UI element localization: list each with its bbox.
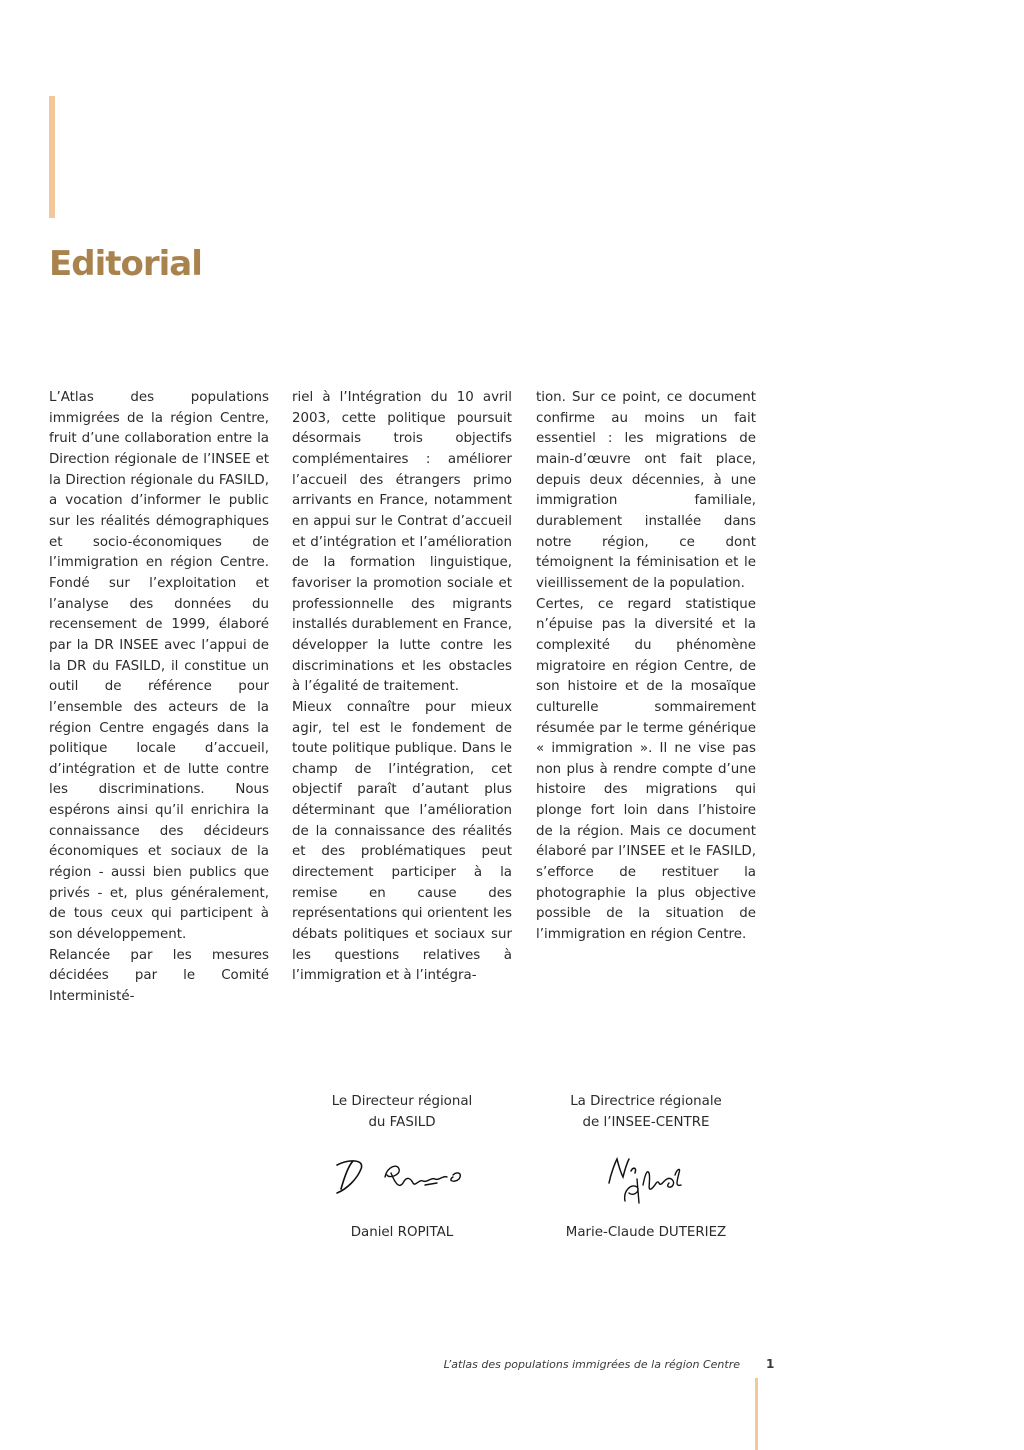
page-number: 1 (766, 1357, 775, 1371)
text-column-1 (49, 388, 269, 1008)
handwritten-signature (571, 1149, 721, 1207)
signatory-role: de l’INSEE-CENTRE (582, 1114, 710, 1130)
accent-bar-bottom (755, 1378, 758, 1450)
paragraph: riel à l’Intégration du 10 avril 2003, cette politique poursuit désormais trois objectifs complémentaires : améliorer l’accueil des étrangers primo arrivants en France, notamment en appui sur le Contrat d’accueil et d’intégration et l’amélioration de la formation linguistique, favoriser la promotion sociale et professionnelle des migrants installés durablement en France, développer la lutte contre les discriminations et les obstacles à l’égalité de traitement. (292, 390, 512, 695)
signature-block-insee (536, 1092, 756, 1244)
page-title: Editorial (49, 244, 202, 284)
paragraph: L’Atlas des populations immigrées de la région Centre, fruit d’une collaboration entre la Direction régionale de l’INSEE et la Direction régionale du FASILD, a vocation d’informer le public sur les réalités démographiques et socio-économiques de l’immigration en région Centre. Fondé sur l’exploitation et l’analyse des données du recensement de 1999, élaboré par la DR INSEE avec l’appui de la DR du FASILD, il constitue un outil de référence pour l’ensemble des acteurs de la région Centre engagés dans la politique locale d’accueil, d’intégration et de lutte contre les discriminations. Nous espérons ainsi qu’il enrichira la connaissance des décideurs économiques et sociaux de la région - aussi bien publics que privés - et, plus généralement, de tous ceux qui participent à son développement. (49, 390, 269, 943)
handwritten-signature (327, 1149, 477, 1207)
paragraph: tion. Sur ce point, ce document confirme au moins un fait essentiel : les migrations de main-d’œuvre ont fait place, depuis deux décennies, à une immigration familiale, durablement installée dans notre région, ce dont témoignent la féminisation et le vieillissement de la population. (536, 390, 756, 591)
paragraph: Certes, ce regard statistique n’épuise pas la diversité et la complexité du phénomène migratoire en région Centre, de son histoire et de la mosaïque culturelle sommairement résumée par le terme générique « immigration ». Il ne vise pas non plus à rendre compte d’une histoire des migrations qui plonge fort loin dans l’histoire de la région. Mais ce document élaboré par l’INSEE et le FASILD, s’efforce de restituer la photographie la plus objective possible de la situation de l’immigration en région Centre. (536, 596, 756, 943)
accent-bar-top (49, 96, 55, 218)
text-column-2 (292, 388, 512, 987)
paragraph: Mieux connaître pour mieux agir, tel est le fondement de toute politique publique. Dans le champ de l’intégration, cet objectif paraît d’autant plus déterminant que l’amélioration de la connaissance des réalités et des problématiques peut directement participer à la remise en cause des représentations qui orientent les débats politiques et sociaux sur les questions relatives à l’immigration et à l’intégra- (292, 699, 512, 984)
signatory-role: du FASILD (368, 1114, 436, 1130)
signatory-role: La Directrice régionale (570, 1094, 722, 1109)
signatory-role: Le Directeur régional (331, 1094, 473, 1109)
paragraph: Relancée par les mesures décidées par le Comité Interministé- (49, 947, 269, 1005)
signature-block-fasild (292, 1092, 512, 1244)
text-column-3 (536, 388, 756, 946)
publication-title-footer: L’atlas des populations immigrées de la région Centre (443, 1358, 740, 1371)
signatory-name: Daniel ROPITAL (350, 1225, 454, 1241)
signatory-name: Marie-Claude DUTERIEZ (565, 1225, 727, 1241)
